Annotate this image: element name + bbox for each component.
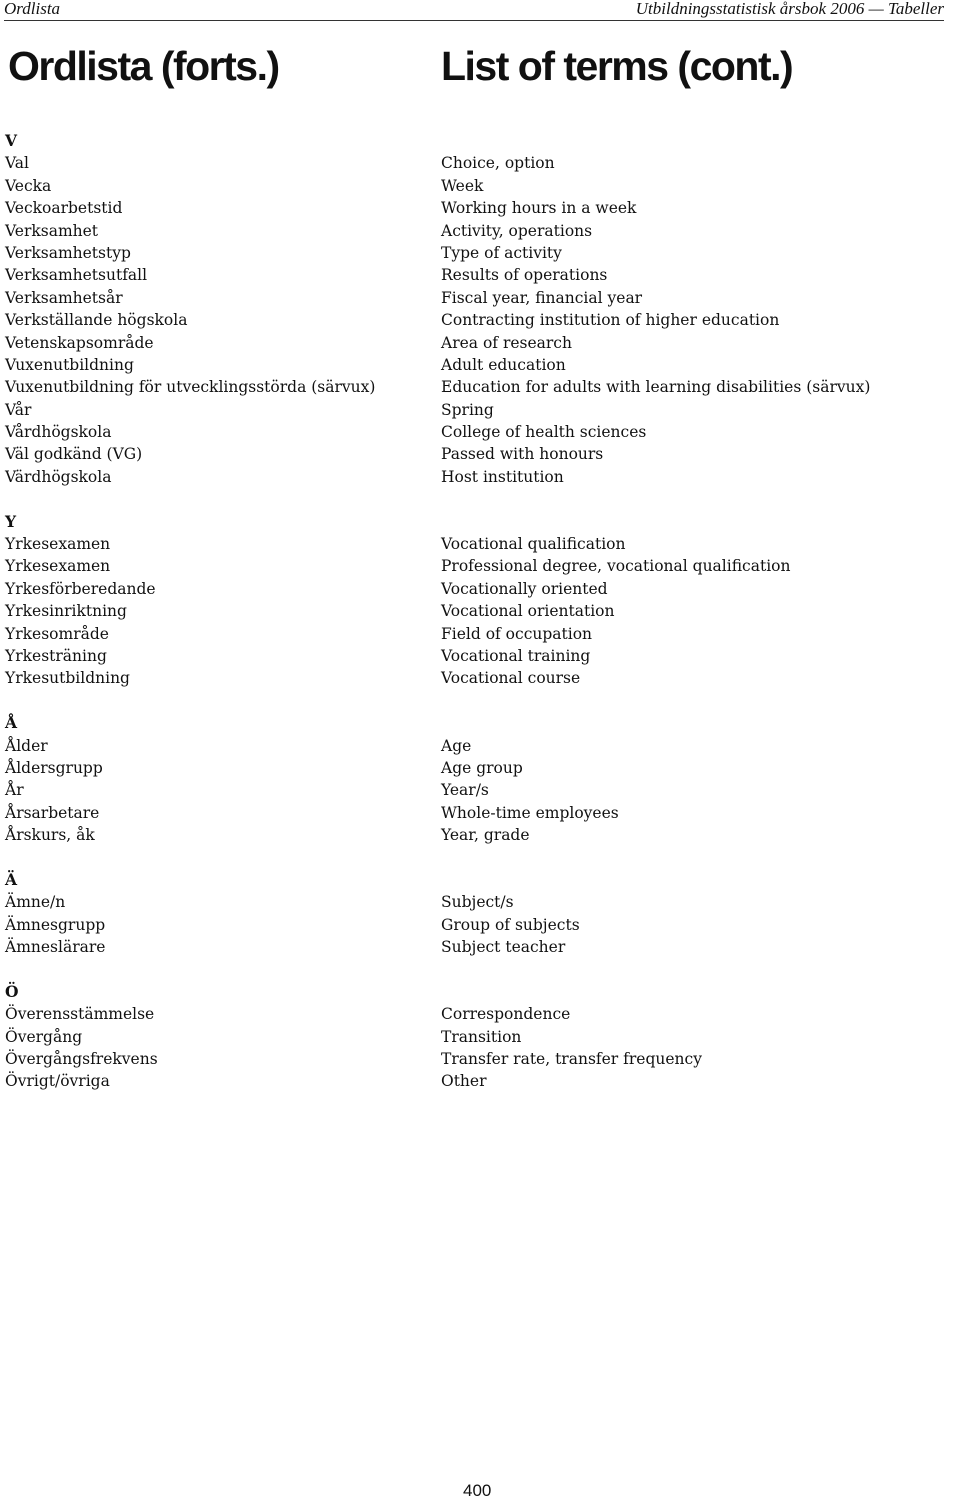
section-letter-spacer	[441, 130, 870, 152]
term-english: Working hours in a week	[441, 199, 637, 218]
term-swedish: Verkställande högskola	[5, 311, 188, 330]
term-swedish: Verksamhetsutfall	[5, 266, 148, 285]
term-english: Year/s	[441, 781, 489, 800]
running-header	[4, 0, 944, 21]
swedish-terms-column	[5, 130, 375, 1093]
term-swedish: Yrkesområde	[5, 624, 109, 643]
term-english: Group of subjects	[441, 915, 580, 934]
term-swedish: Ämneslärare	[5, 938, 106, 957]
section-letter-spacer	[441, 981, 870, 1003]
term-swedish: Yrkesinriktning	[5, 602, 127, 621]
term-swedish: Värdhögskola	[5, 467, 112, 486]
term-swedish: Vår	[5, 400, 32, 419]
term-swedish: Val	[5, 154, 29, 173]
section-spacer	[441, 488, 870, 510]
term-english: Vocationally oriented	[441, 579, 608, 598]
term-english: Passed with honours	[441, 445, 604, 464]
term-english: Field of occupation	[441, 624, 593, 643]
section-spacer	[5, 958, 375, 980]
term-swedish: Åldersgrupp	[5, 758, 103, 777]
term-english: Area of research	[441, 333, 572, 352]
section-spacer	[5, 690, 375, 712]
term-swedish: Ämnesgrupp	[5, 915, 106, 934]
term-english: Subject/s	[441, 893, 514, 912]
term-english: Age	[441, 736, 472, 755]
term-english: Vocational qualification	[441, 535, 626, 554]
term-swedish: Verksamhetstyp	[5, 243, 131, 262]
term-swedish: Överensstämmelse	[5, 1005, 155, 1024]
term-swedish: Vuxenutbildning	[5, 355, 134, 374]
section-letter-spacer	[441, 869, 870, 891]
term-swedish: Övrigt/övriga	[5, 1072, 110, 1091]
term-swedish: Övergång	[5, 1027, 83, 1046]
term-english: Type of activity	[441, 243, 562, 262]
section-spacer	[5, 488, 375, 510]
section-letter-spacer	[441, 712, 870, 734]
term-swedish: Yrkesexamen	[5, 535, 111, 554]
term-swedish: Yrkesträning	[5, 646, 107, 665]
term-swedish: Verksamhetsår	[5, 288, 123, 307]
term-english: Choice, option	[441, 154, 555, 173]
term-english: Education for adults with learning disabilities (särvux)	[441, 378, 871, 397]
term-english: Spring	[441, 400, 494, 419]
page-title-english: List of terms (cont.)	[441, 43, 793, 89]
term-english: Vocational course	[441, 669, 581, 688]
term-english: Results of operations	[441, 266, 608, 285]
term-swedish: År	[5, 781, 24, 800]
term-english: Vocational orientation	[441, 602, 615, 621]
header-left: Ordlista	[4, 0, 61, 18]
term-english: Subject teacher	[441, 938, 566, 957]
term-english: Fiscal year, financial year	[441, 288, 643, 307]
page-title-swedish: Ordlista (forts.)	[8, 43, 279, 89]
term-swedish: Vuxenutbildning för utvecklingsstörda (särvux)	[5, 378, 376, 397]
term-swedish: Övergångsfrekvens	[5, 1050, 158, 1069]
term-english: Activity, operations	[441, 221, 593, 240]
term-swedish: Yrkesexamen	[5, 557, 111, 576]
term-swedish: Yrkesförberedande	[5, 579, 156, 598]
term-swedish: Årsarbetare	[5, 803, 100, 822]
section-spacer	[441, 847, 870, 869]
term-swedish: Veckoarbetstid	[5, 199, 123, 218]
term-english: Professional degree, vocational qualification	[441, 557, 791, 576]
term-swedish: Yrkesutbildning	[5, 669, 130, 688]
term-english: Contracting institution of higher education	[441, 311, 780, 330]
term-swedish: Verksamhet	[5, 221, 99, 240]
term-swedish: Vetenskapsområde	[5, 333, 154, 352]
term-swedish: Väl godkänd (VG)	[5, 445, 143, 464]
section-letter: V	[5, 131, 18, 150]
section-letter: Å	[5, 713, 18, 733]
term-english: Transition	[441, 1027, 522, 1046]
term-english: Vocational training	[441, 646, 591, 665]
header-right: Utbildningsstatistisk årsbok 2006 — Tabeller	[635, 0, 944, 18]
term-swedish: Vecka	[5, 176, 52, 195]
section-spacer	[5, 847, 375, 869]
term-swedish: Årskurs, åk	[5, 826, 95, 845]
section-letter: Y	[5, 511, 17, 531]
term-swedish: Ämne/n	[5, 893, 66, 912]
term-english: Year, grade	[441, 826, 530, 845]
term-swedish: Vårdhögskola	[5, 423, 112, 442]
term-english: Other	[441, 1072, 487, 1091]
section-letter: Ö	[5, 981, 19, 1001]
section-spacer	[441, 958, 870, 980]
term-english: Week	[441, 176, 484, 195]
term-english: Age group	[441, 758, 523, 777]
term-swedish: Ålder	[5, 736, 48, 755]
term-english: College of health sciences	[441, 423, 647, 442]
term-english: Correspondence	[441, 1005, 571, 1024]
section-spacer	[441, 690, 870, 712]
section-letter: Ä	[5, 869, 18, 889]
english-terms-column	[441, 130, 870, 1093]
term-english: Whole-time employees	[441, 803, 619, 822]
term-english: Transfer rate, transfer frequency	[441, 1050, 702, 1069]
page-number: 400	[463, 1481, 492, 1500]
section-letter-spacer	[441, 511, 870, 533]
term-english: Adult education	[441, 355, 566, 374]
term-english: Host institution	[441, 467, 564, 486]
